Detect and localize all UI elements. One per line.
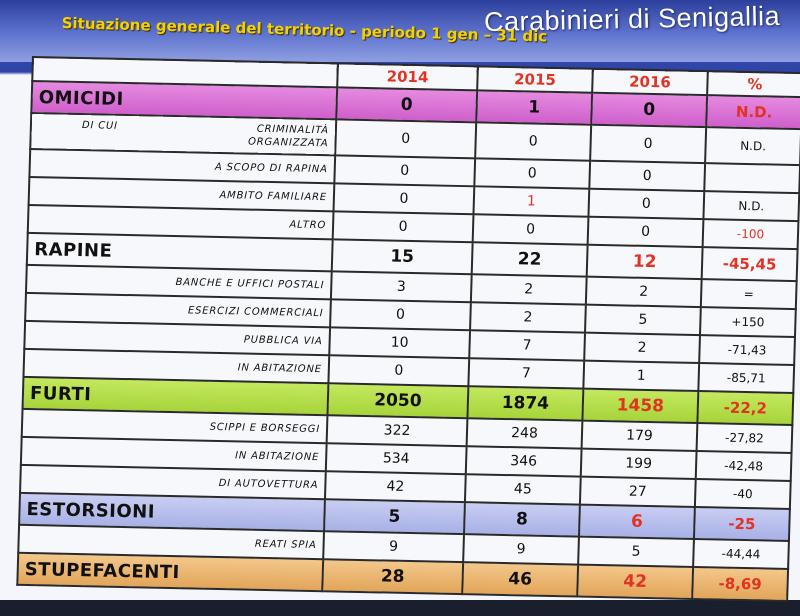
subrow-label-line2: ORGANIZZATA <box>247 136 329 150</box>
value-2015: 7 <box>468 358 584 388</box>
value-2014: 0 <box>335 119 476 158</box>
value-2014: 5 <box>324 499 465 534</box>
value-2014: 9 <box>323 531 464 562</box>
subrow-label: DI AUTOVETTURA <box>20 465 326 499</box>
value-percent: N.D. <box>706 95 800 129</box>
value-percent <box>704 163 800 193</box>
subrow-label: ALTRO <box>28 205 334 239</box>
value-2014: 0 <box>334 183 475 214</box>
value-2015: 1874 <box>467 386 583 420</box>
crime-statistics-table <box>16 56 800 602</box>
category-label: OMICIDI <box>31 81 337 119</box>
value-2015: 45 <box>465 474 581 504</box>
value-2014: 10 <box>329 327 470 358</box>
value-2014: 0 <box>333 211 474 242</box>
value-2014: 0 <box>330 299 471 330</box>
value-2015: 2 <box>471 274 587 304</box>
value-2015: 0 <box>473 214 589 244</box>
subrow-label: PUBBLICA VIA <box>24 321 330 355</box>
value-2016: 27 <box>580 477 696 507</box>
header-percent: % <box>707 71 800 97</box>
category-label: STUPEFACENTI <box>17 553 323 591</box>
value-percent: -22,2 <box>697 391 793 425</box>
value-2014: 3 <box>331 271 472 302</box>
value-2016: 1458 <box>582 389 698 423</box>
value-2016: 0 <box>588 217 704 247</box>
category-label: ESTORSIONI <box>19 493 325 531</box>
value-2015: 1 <box>473 186 589 216</box>
value-percent: -42,48 <box>696 451 792 481</box>
value-percent: -45,45 <box>702 247 798 281</box>
value-2016: 5 <box>578 537 694 567</box>
value-percent: -40 <box>695 479 791 509</box>
subrow-label-line1: CRIMINALITÀ <box>256 123 330 137</box>
value-2015: 2 <box>470 302 586 332</box>
value-2016: 199 <box>581 449 697 479</box>
value-2014: 322 <box>327 415 468 446</box>
value-percent: -44,44 <box>693 539 789 569</box>
value-2016: 5 <box>585 305 701 335</box>
value-2015: 46 <box>462 562 578 596</box>
value-2016: 42 <box>577 565 693 599</box>
value-percent: -27,82 <box>697 423 793 453</box>
subrow-label: REATI SPIA <box>18 525 324 559</box>
value-2016: 0 <box>588 189 704 219</box>
value-percent: N.D. <box>705 127 800 165</box>
value-2016: 1 <box>583 361 699 391</box>
value-2015: 9 <box>463 534 579 564</box>
category-label: FURTI <box>23 377 329 415</box>
value-2016: 0 <box>589 161 705 191</box>
value-2016: 2 <box>586 277 702 307</box>
value-percent: -100 <box>703 219 799 249</box>
value-percent: N.D. <box>703 191 799 221</box>
value-2014: 0 <box>328 355 469 386</box>
value-2016: 0 <box>590 125 706 163</box>
value-2016: 179 <box>582 421 698 451</box>
document-title: Situazione generale del territorio - periodo 1 gen – 31 dic <box>61 14 548 46</box>
subrow-label: SCIPPI E BORSEGGI <box>22 409 328 443</box>
value-percent: +150 <box>700 307 796 337</box>
subrow-label: IN ABITAZIONE <box>23 349 329 383</box>
value-2014: 534 <box>326 443 467 474</box>
value-2015: 7 <box>469 330 585 360</box>
value-2014: 2050 <box>327 383 468 418</box>
value-2015: 0 <box>474 158 590 188</box>
value-2014: 28 <box>322 559 463 594</box>
di-cui-label: DI CUI <box>81 120 119 132</box>
value-percent: = <box>701 279 797 309</box>
subrow-label: A SCOPO DI RAPINA <box>29 149 335 183</box>
value-2014: 15 <box>332 239 473 274</box>
value-2015: 8 <box>464 502 580 536</box>
subrow-label <box>30 113 336 155</box>
subrow-label: AMBITO FAMILIARE <box>29 177 335 211</box>
org-title: Carabinieri di Senigallia <box>483 0 781 38</box>
header-year-2016: 2016 <box>592 69 708 95</box>
statistics-table-wrapper <box>16 56 800 616</box>
value-2016: 12 <box>587 245 703 279</box>
value-2014: 0 <box>336 87 477 122</box>
value-2016: 2 <box>584 333 700 363</box>
value-2014: 0 <box>334 155 475 186</box>
header-year-2014: 2014 <box>337 63 478 90</box>
value-2015: 248 <box>467 418 583 448</box>
value-percent: -25 <box>694 507 790 541</box>
value-percent: -85,71 <box>698 363 794 393</box>
value-2015: 0 <box>475 122 591 160</box>
value-2016: 6 <box>579 505 695 539</box>
subrow-label: BANCHE E UFFICI POSTALI <box>26 265 332 299</box>
value-2015: 22 <box>472 242 588 276</box>
subrow-label: ESERCIZI COMMERCIALI <box>25 293 331 327</box>
value-percent: -8,69 <box>692 567 788 601</box>
value-2015: 346 <box>466 446 582 476</box>
subrow-label: IN ABITAZIONE <box>21 437 327 471</box>
value-2015: 1 <box>476 90 592 124</box>
header-year-2015: 2015 <box>477 66 593 92</box>
category-label: RAPINE <box>27 233 333 271</box>
value-2014: 42 <box>325 471 466 502</box>
value-2016: 0 <box>591 93 707 127</box>
value-percent: -71,43 <box>699 335 795 365</box>
